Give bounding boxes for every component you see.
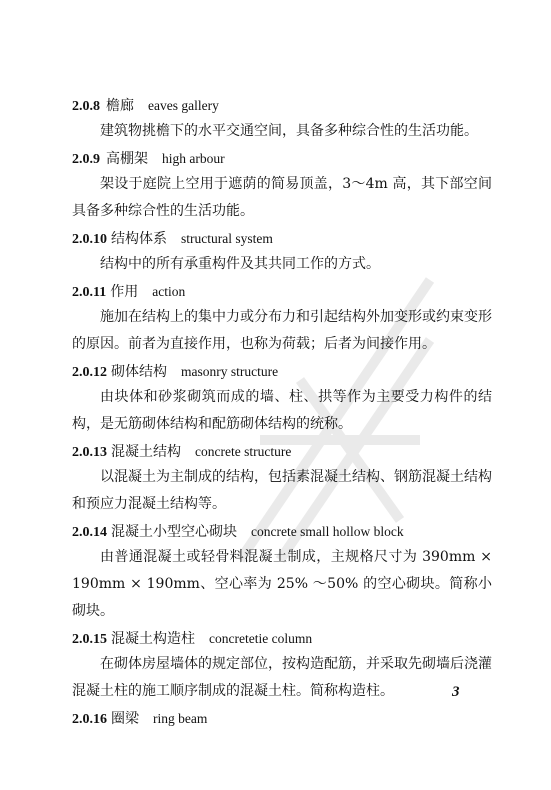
clause-entry <box>72 360 492 438</box>
term-chinese: 混凝土结构 <box>111 444 181 460</box>
term-heading <box>72 227 492 251</box>
clause-number: 2.0.15 <box>72 632 107 647</box>
clause-list <box>72 94 492 731</box>
clause-entry <box>72 707 492 731</box>
clause-entry <box>72 147 492 225</box>
term-chinese: 作用 <box>110 284 139 300</box>
page-number: 3 <box>452 684 460 700</box>
term-definition: 以混凝土为主制成的结构，包括素混凝土结构、钢筋混凝土结构和预应力混凝土结构等。 <box>72 469 492 512</box>
term-chinese: 圈梁 <box>111 711 139 727</box>
term-definition: 建筑物挑檐下的水平交通空间，具备多种综合性的生活功能。 <box>100 123 478 139</box>
term-english: concrete small hollow block <box>251 524 404 539</box>
term-heading <box>72 627 492 651</box>
clause-entry <box>72 627 492 705</box>
clause-number: 2.0.10 <box>72 232 107 247</box>
term-definition: 架设于庭院上空用于遮荫的简易顶盖，3～4m 高，其下部空间具备多种综合性的生活功能。 <box>72 176 492 219</box>
clause-entry <box>72 227 492 278</box>
term-english: ring beam <box>153 711 208 726</box>
term-definition: 在砌体房屋墙体的规定部位，按构造配筋，并采取先砌墙后浇灌混凝土柱的施工顺序制成的混凝土柱。简称构造柱。 <box>72 656 492 699</box>
term-english: structural system <box>181 231 273 246</box>
term-heading <box>72 520 492 544</box>
term-heading <box>72 440 492 464</box>
clause-number: 2.0.9 <box>72 152 100 167</box>
clause-number: 2.0.13 <box>72 445 107 460</box>
term-definition: 施加在结构上的集中力或分布力和引起结构外加变形或约束变形的原因。前者为直接作用，也称为荷载；后者为间接作用。 <box>72 309 492 352</box>
term-definition: 由块体和砂浆砌筑而成的墙、柱、拱等作为主要受力构件的结构，是无筋砌体结构和配筋砌体结构的统称。 <box>72 389 492 432</box>
term-definition: 由普通混凝土或轻骨料混凝土制成，主规格尺寸为 390mm × 190mm × 190mm、空心率为 25% ～50% 的空心砌块。简称小砌块。 <box>72 549 492 619</box>
term-english: high arbour <box>162 151 225 166</box>
term-english: masonry structure <box>181 364 279 379</box>
clause-entry <box>72 520 492 625</box>
clause-entry <box>72 440 492 518</box>
clause-number: 2.0.11 <box>72 285 107 300</box>
clause-number: 2.0.16 <box>72 712 107 727</box>
term-chinese: 高棚架 <box>106 151 148 167</box>
term-chinese: 混凝土小型空心砌块 <box>111 524 237 540</box>
clause-entry <box>72 280 492 358</box>
term-heading <box>72 280 492 304</box>
term-chinese: 结构体系 <box>111 231 167 247</box>
term-heading <box>72 94 492 118</box>
term-heading <box>72 707 492 731</box>
term-chinese: 檐廊 <box>106 98 134 114</box>
term-chinese: 砌体结构 <box>111 364 167 380</box>
term-english: action <box>152 284 186 299</box>
term-heading <box>72 147 492 171</box>
term-english: concrete structure <box>195 444 292 459</box>
term-definition: 结构中的所有承重构件及其共同工作的方式。 <box>100 256 380 272</box>
clause-number: 2.0.14 <box>72 525 107 540</box>
term-english: eaves gallery <box>148 98 219 113</box>
clause-number: 2.0.12 <box>72 365 107 380</box>
clause-number: 2.0.8 <box>72 99 100 114</box>
clause-entry <box>72 94 492 145</box>
term-chinese: 混凝土构造柱 <box>111 631 195 647</box>
term-english: concretetie column <box>209 631 313 646</box>
term-heading <box>72 360 492 384</box>
